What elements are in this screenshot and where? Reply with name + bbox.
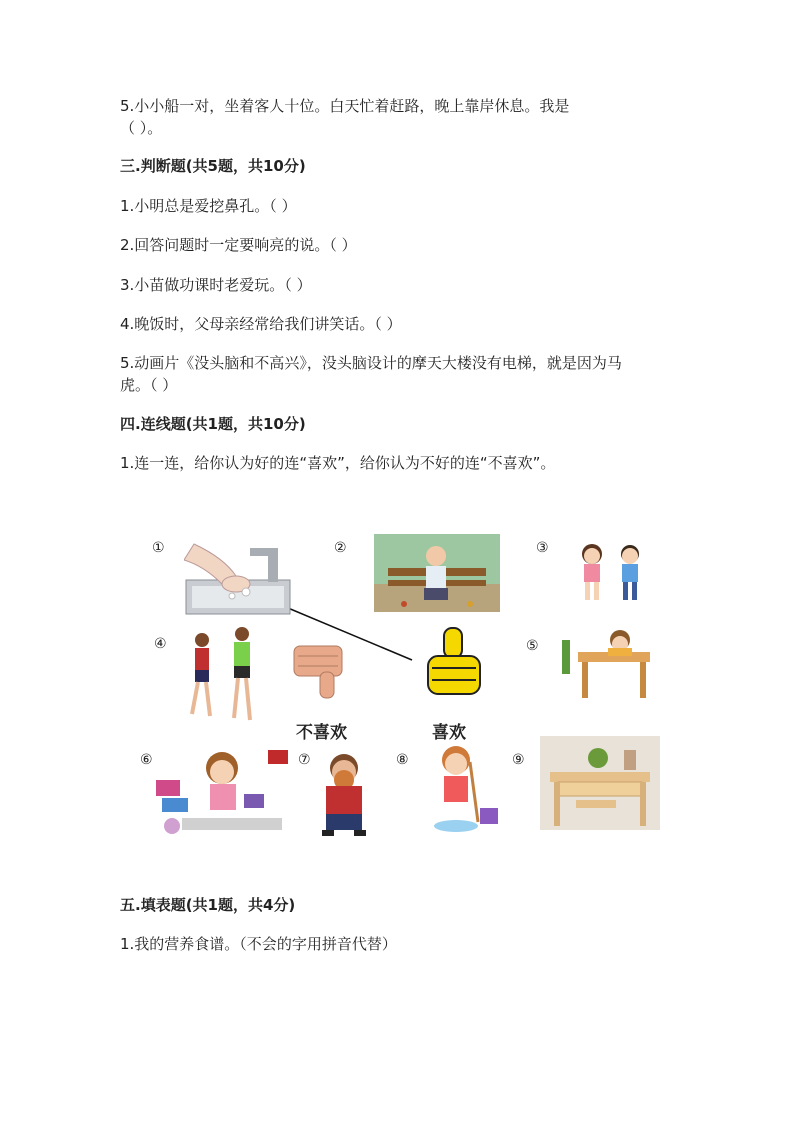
judge-item-1: 1.小明总是爱挖鼻孔。（ ） (120, 197, 297, 215)
section-5-heading: 五.填表题(共1题，共4分) (120, 896, 296, 914)
circled-number-4: ④ (154, 636, 167, 652)
circled-number-9: ⑨ (512, 752, 525, 768)
wooden-desk-picture (540, 736, 660, 830)
label-like: 喜欢 (432, 723, 466, 743)
circled-number-6: ⑥ (140, 752, 153, 768)
judge-item-3: 3.小苗做功课时老爱玩。（ ） (120, 276, 312, 294)
judge-item-5-line-1: 5.动画片《没头脑和不高兴》，没头脑设计的摩天大楼没有电梯，就是因为马 (120, 354, 622, 372)
section-3-heading: 三.判断题(共5题，共10分) (120, 157, 306, 175)
circled-number-3: ③ (536, 540, 549, 556)
sleeping-at-desk-picture (554, 626, 650, 700)
matching-figure (140, 528, 670, 848)
thumbs-down-icon (292, 642, 352, 700)
littering-man-picture (374, 534, 500, 612)
recipe-instruction: 1.我的营养食谱。（不会的字用拼音代替） (120, 935, 397, 953)
girl-cleaning-picture (426, 742, 502, 836)
messy-room-picture (152, 740, 292, 838)
label-dislike: 不喜欢 (296, 723, 347, 743)
boy-eating-picture (316, 750, 374, 838)
thumbs-up-icon (422, 626, 488, 698)
circled-number-2: ② (334, 540, 347, 556)
circled-number-1: ① (152, 540, 165, 556)
hand-washing-picture (184, 540, 292, 620)
judge-item-2: 2.回答问题时一定要响亮的说。（ ） (120, 236, 357, 254)
circled-number-5: ⑤ (526, 638, 539, 654)
matching-instruction: 1.连一连，给你认为好的连“喜欢”，给你认为不好的连“不喜欢”。 (120, 454, 556, 472)
judge-item-5-line-2: 虎。（ ） (120, 376, 178, 394)
section-4-heading: 四.连线题(共1题，共10分) (120, 415, 306, 433)
circled-number-8: ⑧ (396, 752, 409, 768)
riddle-line-1: 5.小小船一对，坐着客人十位。白天忙着赶路，晚上靠岸休息。我是 (120, 97, 570, 115)
judge-item-4: 4.晚饭时，父母亲经常给我们讲笑话。（ ） (120, 315, 402, 333)
runners-picture (184, 624, 266, 730)
riddle-line-2: （ ）。 (120, 119, 163, 137)
circled-number-7: ⑦ (298, 752, 311, 768)
two-children-picture (570, 540, 654, 606)
